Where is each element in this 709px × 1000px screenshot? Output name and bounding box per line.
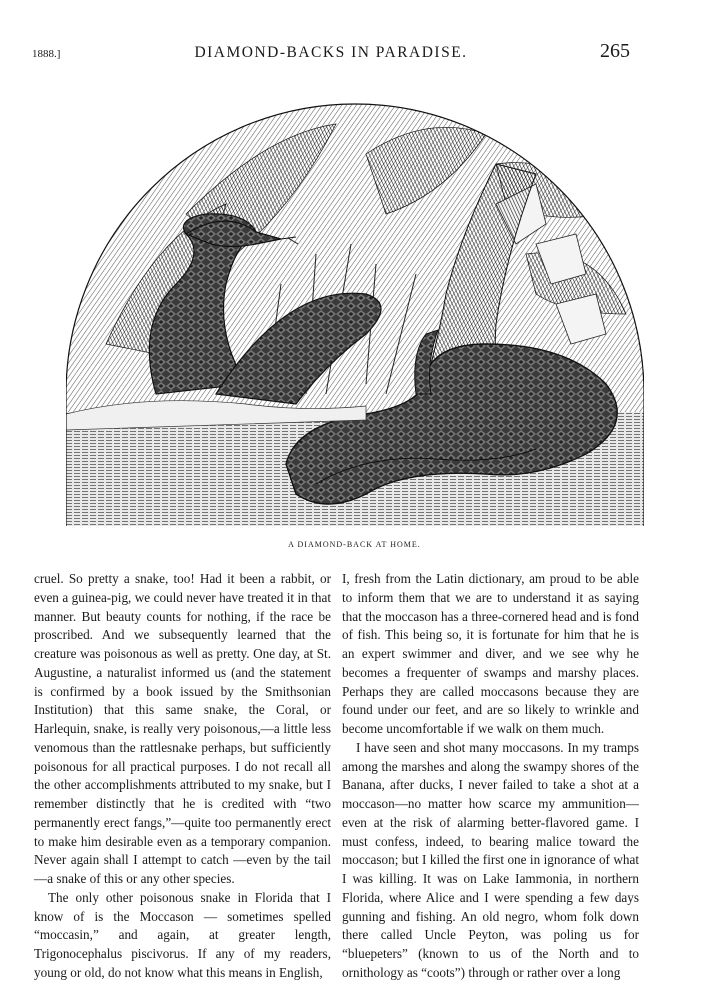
- paragraph: I have seen and shot many moccasons. In my tramps among the marshes and along the swampy shores of the Banana, after ducks, I never failed to take a shot at a moccason—no matter how scarce my ammunition—even at the risk of alarming better-flavored game. I must confess, indeed, to bearing malice toward the moccason; but I killed the first one in ignorance of what I was killing. It was on Lake Iammonia, in northern Florida, where Alice and I were spending a few days gunning and fishing. An old negro, whom folk down there called Uncle Peyton, was poling us for “bluepeters” (known to us of the North and to ornithology as “coots”) through or rather over a long: [342, 739, 639, 980]
- text-column-left: [34, 570, 331, 983]
- running-head: [32, 42, 630, 72]
- article-title: DIAMOND-BACKS IN PARADISE.: [194, 44, 468, 61]
- paragraph: cruel. So pretty a snake, too! Had it been a rabbit, or even a guinea-pig, we could never have treated it in that manner. But beauty counts for nothing, if the race be proscribed. And we subsequently learned that the creature was poisonous as well as pretty. One day, at St. Augustine, a naturalist informed us (and the statement is confirmed by a book issued by the Smithsonian Institution) that this same snake, the Coral, or Harlequin, snake, is really very poisonous,—a little less venomous than the rattlesnake perhaps, but sufficiently poisonous for all practical purposes. I do not recall all the other accomplishments attributed to my snake, but I remember distinctly that he is credited with “two permanently erect fangs,”—quite too permanently erect to make him desirable even as a temporary companion. Never again shall I attempt to catch —even by the tail—a snake of this or any other species.: [34, 571, 331, 886]
- text-column-right: [342, 570, 639, 983]
- paragraph: I, fresh from the Latin dictionary, am proud to be able to inform them that we are to understand it as saying that the moccason has a three-cornered head and is fond of fish. This being so, it is fortunate for him that he is an expert swimmer and diver, and we see why he becomes a frequenter of swamps and marshy places. Perhaps they are called moccasons because they are found under our feet, and are so likely to wrinkle and become uncomfortable if we walk on them much.: [342, 571, 639, 736]
- engraving-illustration: [66, 94, 644, 526]
- figure-caption: A DIAMOND-BACK AT HOME.: [288, 540, 421, 549]
- issue-year: 1888.]: [32, 48, 61, 60]
- page-number: 265: [600, 40, 630, 62]
- paragraph: The only other poisonous snake in Florida that I know of is the Moccason — sometimes spelled “moccasin,” and again, at greater length, Trigonocephalus piscivorus. If any of my readers, young or old, do not know what this means in English,: [34, 889, 331, 980]
